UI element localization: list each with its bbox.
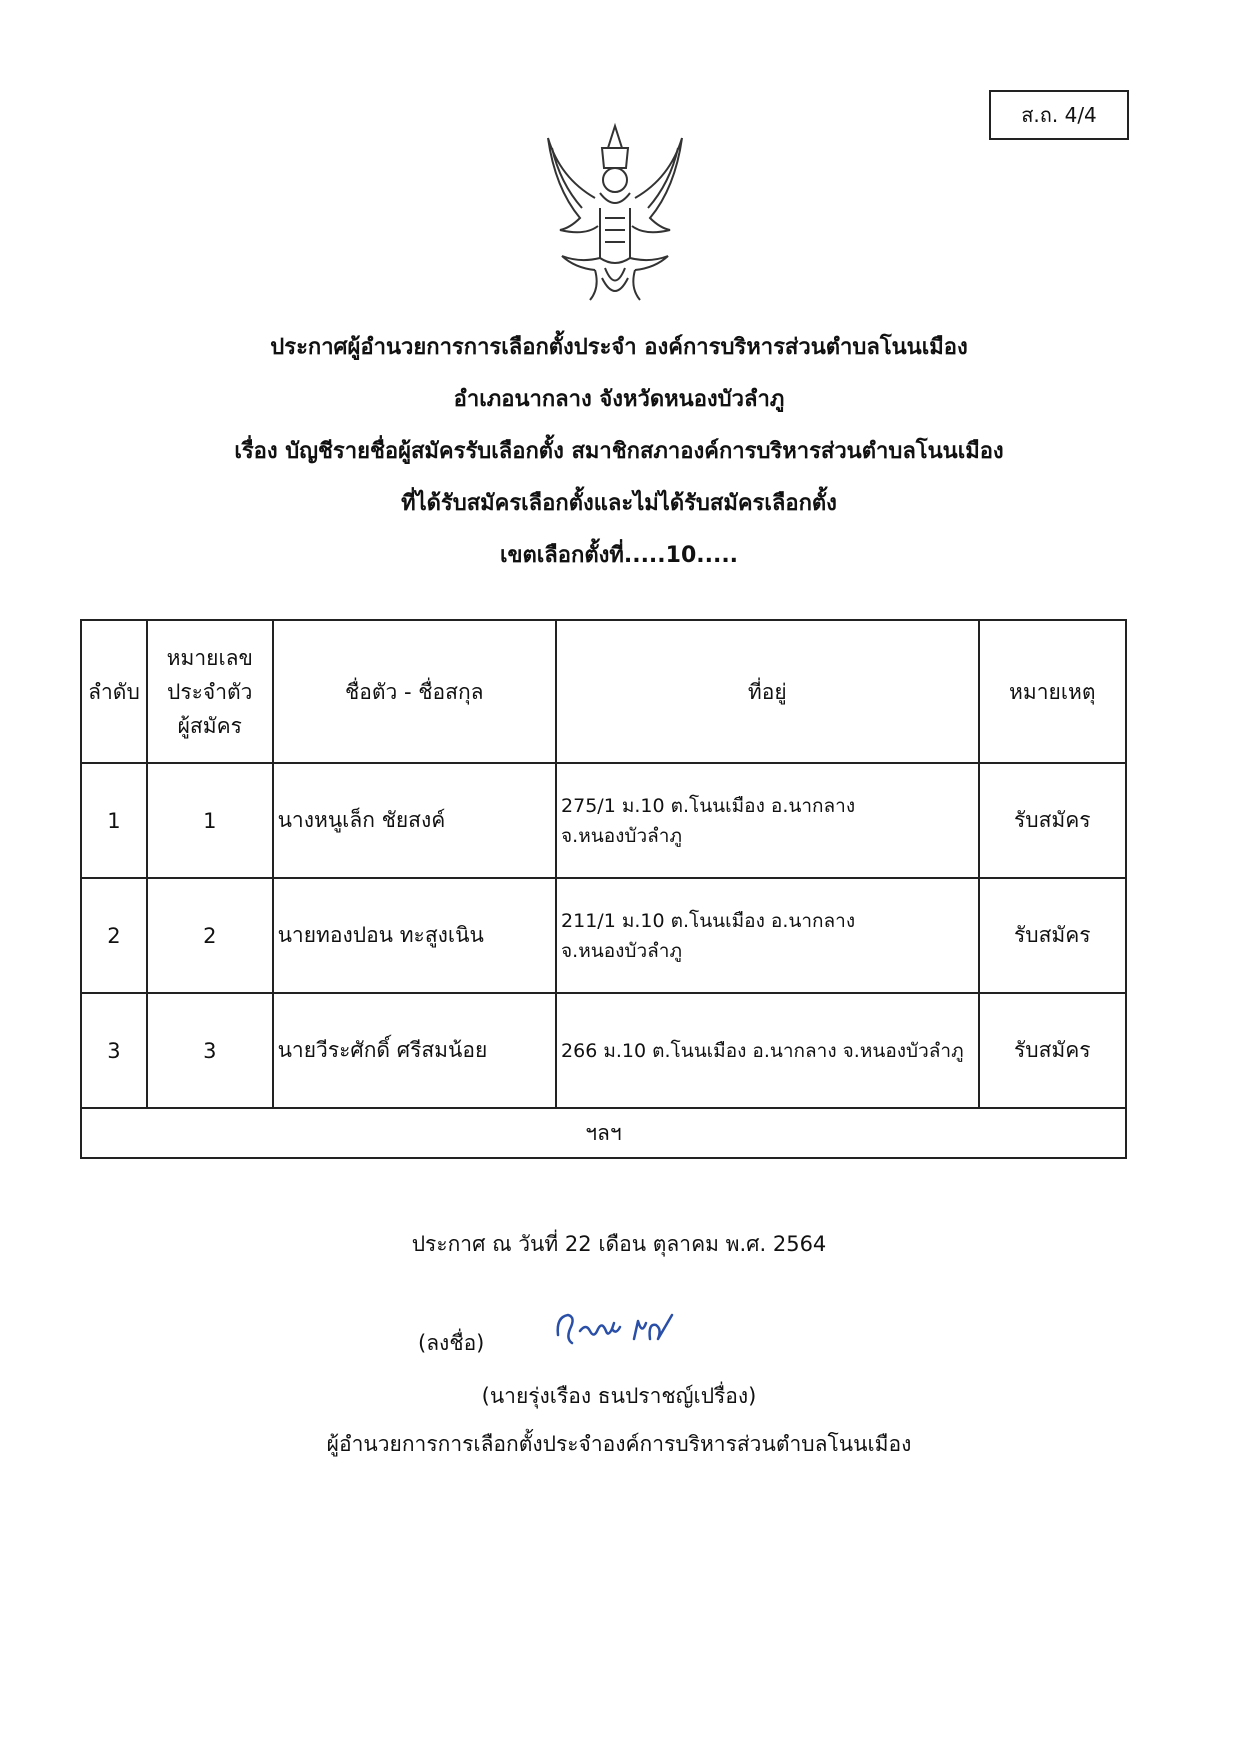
announcement-date: ประกาศ ณ วันที่ 22 เดือน ตุลาคม พ.ศ. 2564 — [411, 1232, 827, 1256]
table-row — [81, 993, 1126, 1108]
table-header-row — [81, 620, 1126, 763]
cell-address: 275/1 ม.10 ต.โนนเมือง อ.นากลาง จ.หนองบัวลำภู — [556, 763, 979, 878]
form-code: ส.ถ. 4/4 — [1021, 103, 1097, 127]
form-code-box — [989, 90, 1129, 140]
cell-order: 2 — [81, 878, 147, 993]
header-id-line-1: หมายเลข — [166, 645, 253, 670]
cell-name: นายวีระศักดิ์ ศรีสมน้อย — [273, 993, 556, 1108]
heading-line-2: อำเภอนากลาง จังหวัดหนองบัวลำภู — [453, 387, 785, 412]
cell-candidate-id: 1 — [147, 763, 273, 878]
header-id-line-2: ประจำตัว — [167, 679, 253, 704]
signature-icon — [550, 1305, 680, 1355]
cell-order: 3 — [81, 993, 147, 1108]
cell-note: รับสมัคร — [979, 878, 1126, 993]
cell-order: 1 — [81, 763, 147, 878]
cell-candidate-id: 2 — [147, 878, 273, 993]
cell-name: นางหนูเล็ก ชัยสงค์ — [273, 763, 556, 878]
announcement-heading — [0, 322, 1238, 582]
header-id-line-3: ผู้สมัคร — [177, 713, 242, 738]
signer-name: (นายรุ่งเรือง ธนปราชญ์เปรื่อง) — [481, 1384, 757, 1408]
signer-title: ผู้อำนวยการการเลือกตั้งประจำองค์การบริหารส่วนตำบลโนนเมือง — [326, 1432, 912, 1456]
table-etc-row — [81, 1108, 1126, 1158]
heading-line-3: เรื่อง บัญชีรายชื่อผู้สมัครรับเลือกตั้ง สมาชิกสภาองค์การบริหารส่วนตำบลโนนเมือง — [234, 439, 1004, 464]
cell-address: 266 ม.10 ต.โนนเมือง อ.นากลาง จ.หนองบัวลำภู — [556, 993, 979, 1108]
garuda-emblem-icon — [540, 118, 690, 308]
header-candidate-id — [147, 620, 273, 763]
header-order: ลำดับ — [81, 620, 147, 763]
cell-address: 211/1 ม.10 ต.โนนเมือง อ.นากลาง จ.หนองบัวลำภู — [556, 878, 979, 993]
heading-line-4: ที่ได้รับสมัครเลือกตั้งและไม่ได้รับสมัครเลือกตั้ง — [401, 491, 837, 516]
cell-name: นายทองปอน ทะสูงเนิน — [273, 878, 556, 993]
cell-note: รับสมัคร — [979, 763, 1126, 878]
header-address: ที่อยู่ — [556, 620, 979, 763]
cell-note: รับสมัคร — [979, 993, 1126, 1108]
heading-line-1: ประกาศผู้อำนวยการการเลือกตั้งประจำ องค์การบริหารส่วนตำบลโนนเมือง — [270, 335, 968, 360]
header-name: ชื่อตัว - ชื่อสกุล — [273, 620, 556, 763]
header-note: หมายเหตุ — [979, 620, 1126, 763]
table-row — [81, 878, 1126, 993]
cell-etc: ฯลฯ — [81, 1108, 1126, 1158]
table-row — [81, 763, 1126, 878]
sign-label: (ลงชื่อ) — [418, 1331, 485, 1355]
heading-line-5: เขตเลือกตั้งที่.....10..... — [499, 543, 739, 568]
candidate-table — [80, 619, 1127, 1159]
cell-candidate-id: 3 — [147, 993, 273, 1108]
